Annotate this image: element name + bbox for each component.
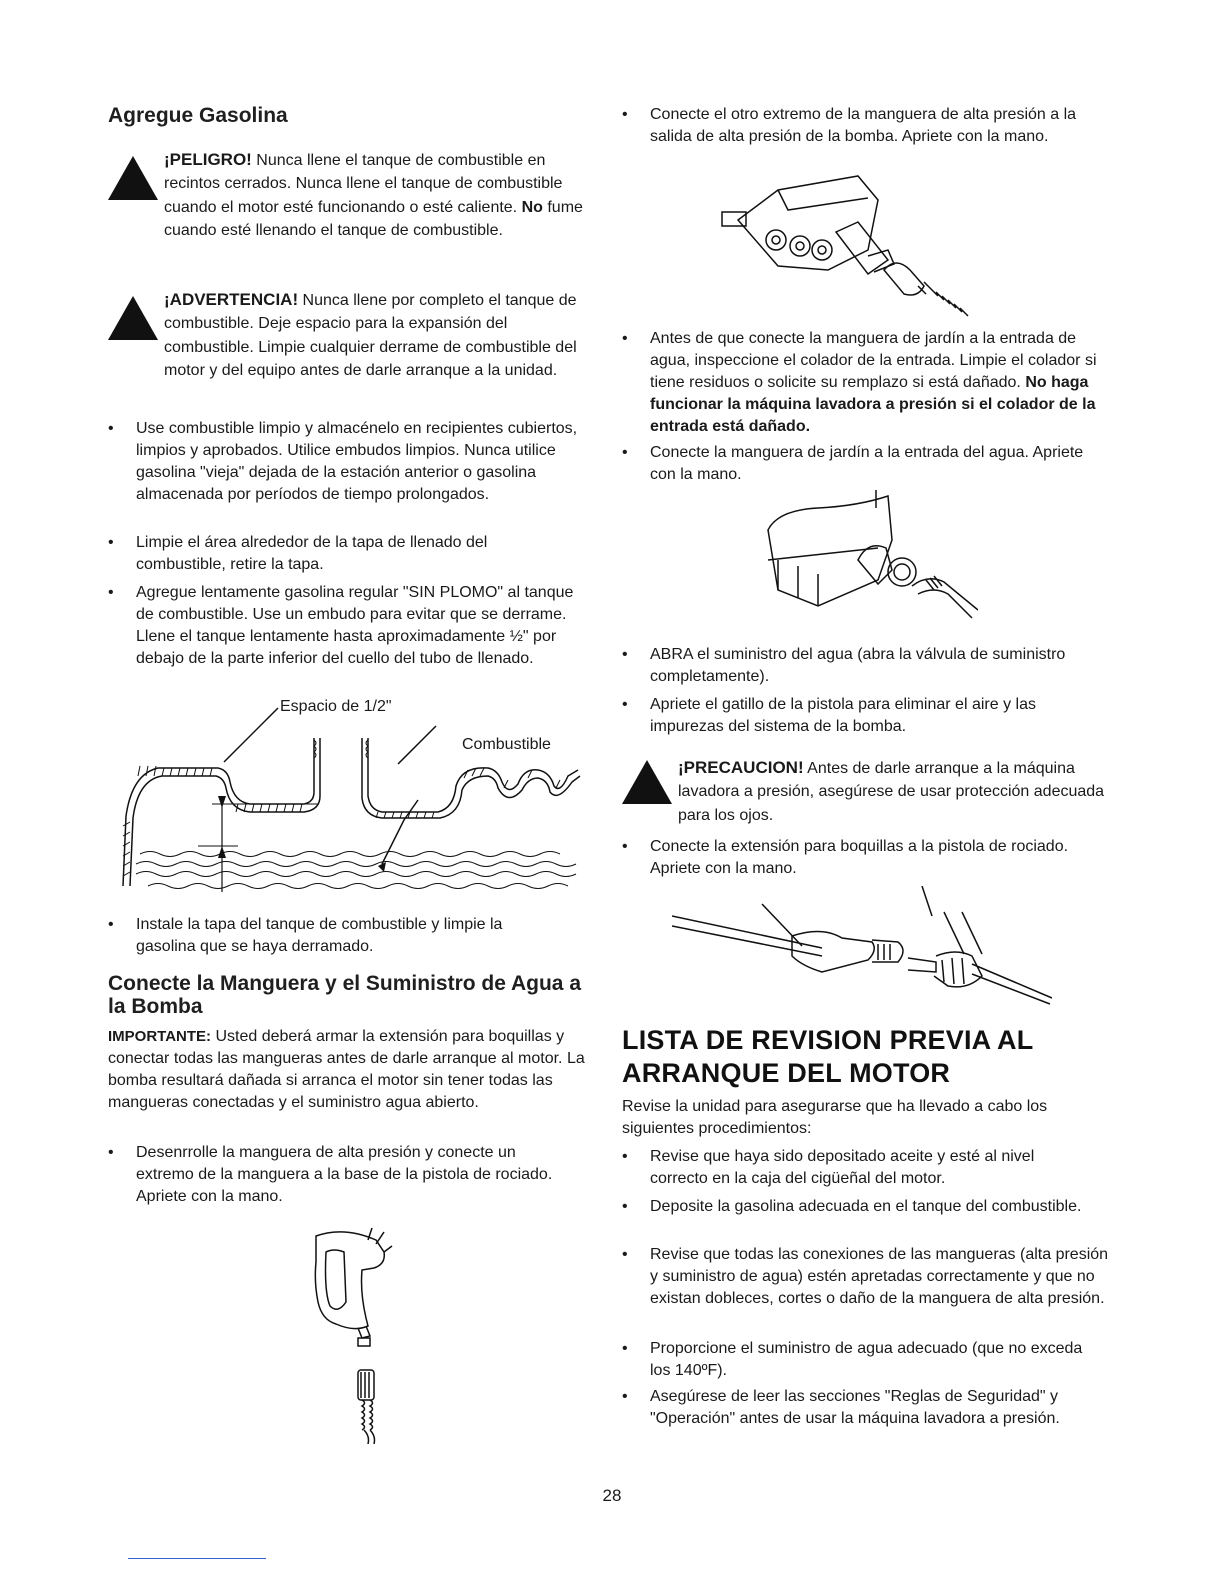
important-paragraph: IMPORTANTE: Usted deberá armar la extensión para boquillas y conectar todas las mangueras antes de darle arranque al motor. La bomba resultará dañada si arranca el motor sin tener todas las mangueras conectadas y el suministro agua abierto. <box>108 1028 585 1111</box>
checklist-heading: LISTA DE REVISION PREVIA AL ARRANQUE DEL MOTOR <box>622 1025 1034 1088</box>
fuel-tank-drawing <box>118 696 588 906</box>
danger-text: ¡PELIGRO! Nunca llene el tanque de combustible en recintos cerrados. Nunca llene el tanque de combustible cuando el motor esté funcionando o esté caliente. No fume cuando esté llenando el tanque de combustible. <box>164 150 583 239</box>
diagram-label-fuel: Combustible <box>462 736 551 753</box>
section-heading-gasoline: Agregue Gasolina <box>108 104 288 127</box>
danger-label: ¡PELIGRO! <box>164 150 252 169</box>
warning-label: ¡ADVERTENCIA! <box>164 290 299 309</box>
checklist-intro: Revise la unidad para asegurarse que ha llevado a cabo los siguientes procedimientos: <box>622 1098 1048 1137</box>
spray-gun-illustration <box>304 1222 404 1444</box>
pump-outlet-illustration <box>718 170 980 320</box>
warning-triangle-icon <box>622 760 672 804</box>
caution-label: ¡PRECAUCION! <box>678 758 804 777</box>
water-inlet-illustration <box>758 490 978 638</box>
important-label: IMPORTANTE: <box>108 1028 212 1045</box>
page-number: 28 <box>602 1486 622 1505</box>
warning-text: ¡ADVERTENCIA! Nunca llene por completo el tanque de combustible. Deje espacio para la expansión del combustible. Limpie cualquier derrame de combustible del motor y del equipo antes de darle arranque a la unidad. <box>164 290 577 379</box>
footer-rule <box>128 1558 266 1559</box>
nozzle-extension-illustration <box>672 886 1052 1006</box>
warning-triangle-icon <box>108 296 158 340</box>
warning-triangle-icon <box>108 156 158 200</box>
fuel-tank-diagram <box>118 696 588 906</box>
caution-text: ¡PRECAUCION! Antes de darle arranque a la máquina lavadora a presión, asegúrese de usar protección adecuada para los ojos. <box>678 758 1105 824</box>
section-heading-hose: Conecte la Manguera y el Suministro de Agua a la Bomba <box>108 972 582 1018</box>
diagram-label-space: Espacio de 1/2" <box>280 698 392 715</box>
